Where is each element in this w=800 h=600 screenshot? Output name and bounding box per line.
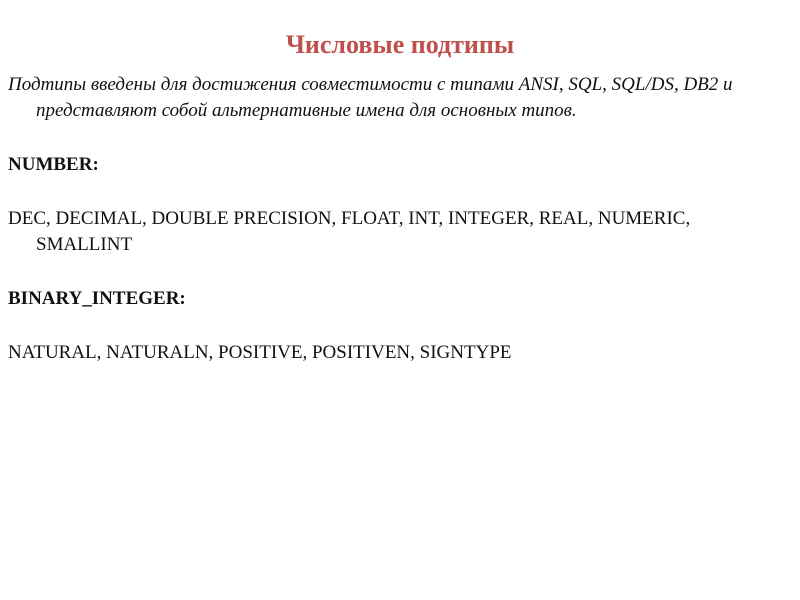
spacer <box>8 258 768 286</box>
binary-integer-heading: BINARY_INTEGER: <box>8 288 186 309</box>
number-subtypes-list: DEC, DECIMAL, DOUBLE PRECISION, FLOAT, INT, INTEGER, REAL, NUMERIC, SMALLINT <box>8 208 691 255</box>
number-heading: NUMBER: <box>8 154 99 175</box>
slide-body <box>8 72 768 366</box>
intro-paragraph: Подтипы введены для достижения совместимости с типами ANSI, SQL, SQL/DS, DB2 и представляют собой альтернативные имена для основных типов. <box>8 74 733 121</box>
binary-integer-subtypes-list: NATURAL, NATURALN, POSITIVE, POSITIVEN, SIGNTYPE <box>8 342 512 363</box>
spacer <box>8 178 768 206</box>
spacer <box>8 312 768 340</box>
slide-title: Числовые подтипы <box>285 30 515 59</box>
spacer <box>8 124 768 152</box>
